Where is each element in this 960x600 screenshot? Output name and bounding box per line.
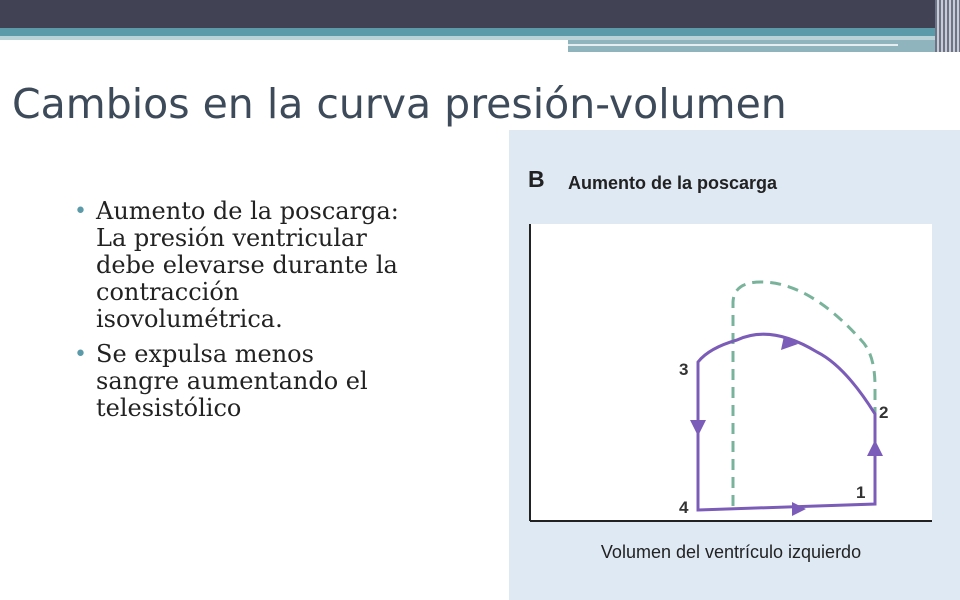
slide-title: Cambios en la curva presión-volumen <box>12 80 787 128</box>
point-label-4: 4 <box>679 498 689 517</box>
bullet-icon: • <box>74 342 87 367</box>
bullet-list <box>70 198 400 430</box>
bullet-item <box>70 198 400 333</box>
bullet-text: Aumento de la poscarga: La presión ventricular debe elevarse durante la contracción isovolumétrica. <box>96 197 399 333</box>
accent-bar <box>0 28 935 36</box>
bullet-icon: • <box>74 199 87 224</box>
panel-title: Aumento de la poscarga <box>568 173 778 193</box>
pv-loop-diagram <box>509 130 960 600</box>
accent-line <box>568 44 898 46</box>
accent-bar-right <box>568 40 935 52</box>
panel-letter: B <box>528 166 545 192</box>
plot-area <box>530 224 932 521</box>
bullet-item <box>70 341 400 422</box>
x-axis-label: Volumen del ventrículo izquierdo <box>600 542 862 562</box>
corner-stripes <box>935 0 960 52</box>
point-label-3: 3 <box>679 360 689 379</box>
point-label-2: 2 <box>879 403 889 422</box>
point-label-1: 1 <box>856 483 866 502</box>
bullet-text: Se expulsa menos sangre aumentando el telesistólico <box>96 340 368 422</box>
pressure-volume-figure <box>509 130 960 600</box>
top-bar <box>0 0 960 28</box>
